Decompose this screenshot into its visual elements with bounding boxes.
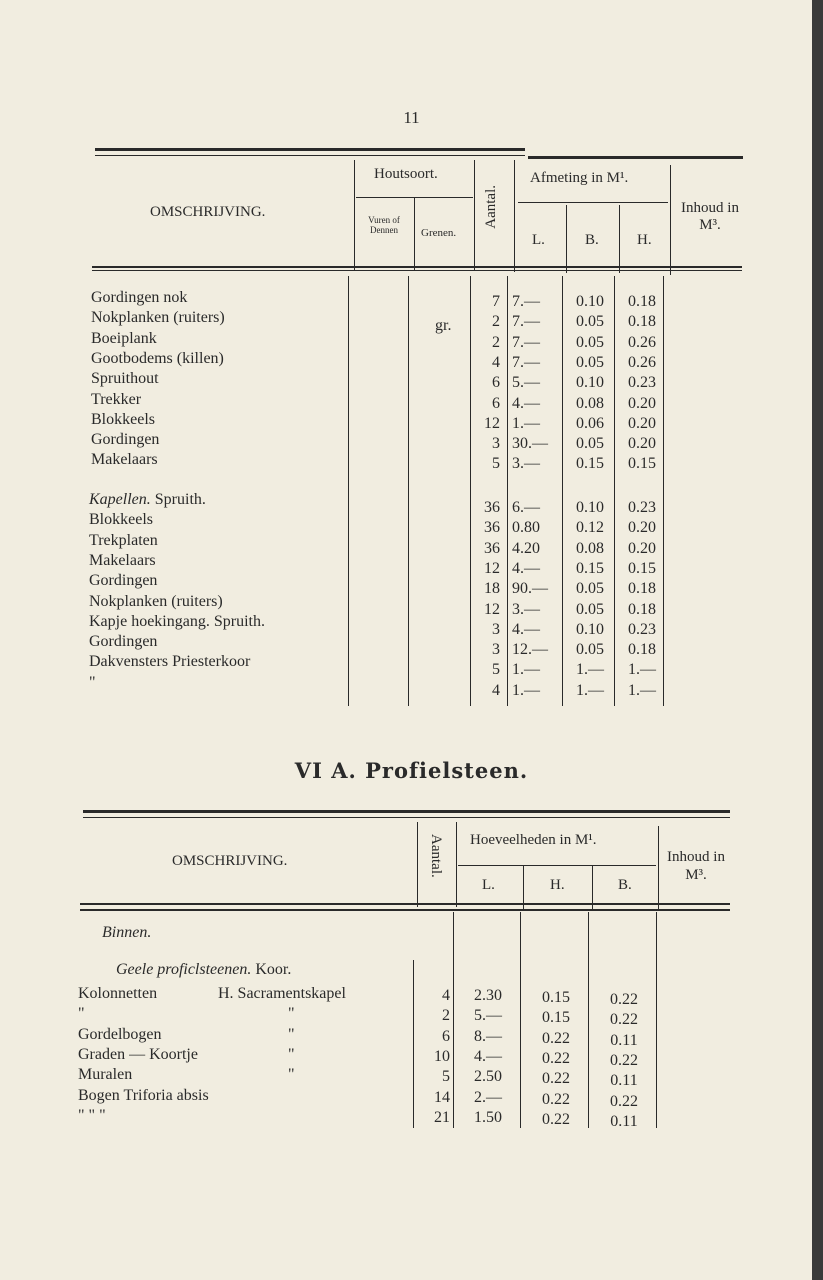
table1-row-height: 0.20 bbox=[628, 519, 656, 537]
table1-top-thin-rule bbox=[95, 155, 525, 156]
table1-row-height: 0.18 bbox=[628, 313, 656, 331]
table1-row-desc: Gordingen bbox=[89, 572, 158, 590]
table1-row-desc: Gordingen nok bbox=[91, 289, 188, 306]
table1-row-length: 3.— bbox=[512, 455, 540, 473]
table1-row-breadth: 0.15 bbox=[576, 455, 604, 473]
table2-header-aantal: Aantal. bbox=[428, 834, 444, 878]
table2-row-length: 5.— bbox=[474, 1007, 502, 1025]
table1-top-rule-right bbox=[528, 156, 743, 159]
table1-kapellen-heading-group bbox=[89, 490, 206, 510]
table2-header-divider bbox=[658, 826, 659, 911]
table2-binnen: Binnen. bbox=[102, 924, 152, 941]
table2-row-height: 0.15 bbox=[542, 989, 570, 1006]
table1-row-desc: Makelaars bbox=[89, 551, 156, 569]
table1-row-desc: Blokkeels bbox=[89, 511, 153, 529]
table1-row-length: 3.— bbox=[512, 600, 540, 618]
table1-row-desc: " bbox=[89, 673, 96, 691]
table2-header-divider bbox=[456, 822, 457, 907]
table1-row-desc: Kapje hoekingang. Spruith. bbox=[89, 612, 265, 630]
table1-grenen-mark: gr. bbox=[435, 317, 452, 334]
table2-row-breadth: 0.22 bbox=[610, 1011, 638, 1029]
table1-row-aantal: 36 bbox=[484, 539, 500, 557]
table2-row-desc: Kolonnetten bbox=[78, 985, 158, 1002]
table1-row-aantal: 18 bbox=[484, 580, 500, 598]
table1-row-breadth: 0.05 bbox=[576, 580, 604, 598]
table2-row-location: H. Sacramentskapel bbox=[218, 985, 346, 1002]
table1-row-length: 4.— bbox=[512, 394, 540, 412]
table1-row-aantal: 4 bbox=[492, 681, 500, 699]
table1-row-aantal: 6 bbox=[492, 394, 500, 412]
table1-row-height: 0.20 bbox=[628, 394, 656, 412]
table1-row-desc: Spruithout bbox=[91, 370, 159, 388]
table2-row-location: " bbox=[288, 1005, 295, 1023]
table1-header-h: H. bbox=[637, 232, 652, 248]
table1-row-aantal: 5 bbox=[492, 455, 500, 473]
table1-row-length: 7.— bbox=[512, 293, 540, 310]
table2-top-thin-rule bbox=[83, 817, 730, 818]
table2-row-aantal: 6 bbox=[442, 1027, 450, 1045]
table1-row-length: 0.80 bbox=[512, 519, 540, 537]
table1-row-aantal: 3 bbox=[492, 641, 500, 659]
table1-row-height: 0.23 bbox=[628, 499, 656, 516]
table2-row-location: " bbox=[288, 1045, 295, 1063]
table1-row-desc: Gordingen bbox=[89, 633, 158, 651]
table1-header-houtsoort: Houtsoort. bbox=[374, 166, 438, 182]
table1-row-aantal: 36 bbox=[484, 519, 500, 537]
table2-row-breadth: 0.22 bbox=[610, 991, 638, 1008]
table1-row-height: 0.18 bbox=[628, 580, 656, 598]
table1-row-breadth: 0.10 bbox=[576, 620, 604, 638]
table2-header-hoeveelheden: Hoeveelheden in M¹. bbox=[470, 832, 597, 848]
table1-header-aantal: Aantal. bbox=[483, 185, 499, 229]
table1-row-breadth: 0.10 bbox=[576, 293, 604, 310]
table1-row-desc: Trekplaten bbox=[89, 531, 158, 549]
table2-geele-heading: Geele proficlsteenen. bbox=[116, 961, 252, 978]
table1-row-aantal: 4 bbox=[492, 353, 500, 371]
table1-column-divider bbox=[614, 276, 615, 706]
table2-row-length: 4.— bbox=[474, 1047, 502, 1065]
table2-row-aantal: 4 bbox=[442, 987, 450, 1004]
table1-header-divider bbox=[514, 160, 515, 272]
table2-row-aantal: 5 bbox=[442, 1068, 450, 1086]
table1-row-desc: Nokplanken (ruiters) bbox=[89, 592, 223, 610]
table2-row-breadth: 0.11 bbox=[610, 1072, 638, 1090]
table2-header-inhoud: Inhoud in M³. bbox=[667, 849, 725, 883]
table1-header-bottom-thin bbox=[92, 270, 742, 271]
table2-row-breadth: 0.11 bbox=[610, 1031, 638, 1049]
table2-header-b: B. bbox=[618, 877, 632, 893]
table1-header-afmeting: Afmeting in M¹. bbox=[530, 170, 629, 186]
table1-header-omschrijving: OMSCHRIJVING. bbox=[150, 204, 266, 220]
table2-header-bottom-rule2 bbox=[80, 909, 730, 911]
table1-row-desc: Boeiplank bbox=[91, 329, 157, 347]
table1-row-breadth: 0.15 bbox=[576, 559, 604, 577]
table2-row-length: 2.— bbox=[474, 1088, 502, 1106]
table1-row-height: 0.23 bbox=[628, 374, 656, 392]
table2-row-breadth: 0.22 bbox=[610, 1051, 638, 1069]
table2-row-aantal: 14 bbox=[434, 1088, 450, 1106]
table2-row-desc: Gordelbogen bbox=[78, 1025, 162, 1043]
table1-row-breadth: 0.06 bbox=[576, 414, 604, 432]
table1-row-height: 0.18 bbox=[628, 600, 656, 618]
table1-houtsoort-rule bbox=[356, 197, 473, 198]
table1-row-breadth: 0.05 bbox=[576, 435, 604, 453]
table1-header-divider bbox=[474, 160, 475, 270]
table1-row-aantal: 6 bbox=[492, 374, 500, 392]
table2-column-divider bbox=[656, 912, 657, 1128]
table1-row-desc: Gootbodems (killen) bbox=[91, 349, 224, 367]
table1-row-length: 6.— bbox=[512, 499, 540, 516]
table1-header-divider bbox=[619, 205, 620, 273]
table1-row-length: 7.— bbox=[512, 353, 540, 371]
table2-header-divider bbox=[417, 822, 418, 907]
table1-header-divider bbox=[354, 160, 355, 270]
table1-row-aantal: 12 bbox=[484, 600, 500, 618]
table1-row-breadth: 0.08 bbox=[576, 539, 604, 557]
table2-row-aantal: 21 bbox=[434, 1108, 450, 1126]
table2-top-rule bbox=[83, 810, 730, 813]
table2-row-location: " bbox=[288, 1066, 295, 1084]
table2-row-height: 0.22 bbox=[542, 1090, 570, 1108]
table1-row-height: 1.— bbox=[628, 681, 656, 699]
table2-row-height: 0.22 bbox=[542, 1029, 570, 1047]
table1-header-inhoud: Inhoud in M³. bbox=[681, 200, 739, 233]
table1-row-height: 0.23 bbox=[628, 620, 656, 638]
table2-header-bottom-rule bbox=[80, 903, 730, 905]
table1-row-desc: Dakvensters Priesterkoor bbox=[89, 653, 251, 671]
table1-kapellen-heading: Kapellen. bbox=[89, 491, 151, 508]
table1-row-height: 0.18 bbox=[628, 641, 656, 659]
table1-row-breadth: 0.10 bbox=[576, 374, 604, 392]
table1-row-desc: Trekker bbox=[91, 390, 142, 408]
table1-row-height: 0.20 bbox=[628, 435, 656, 453]
table1-row-height: 0.15 bbox=[628, 455, 656, 473]
table1-row-aantal: 5 bbox=[492, 661, 500, 679]
table1-row-length: 7.— bbox=[512, 333, 540, 351]
table1-header-b: B. bbox=[585, 232, 599, 248]
table2-row-breadth: 0.22 bbox=[610, 1092, 638, 1110]
table1-header-divider bbox=[414, 198, 415, 270]
table1-kapellen-heading-rest: Spruith. bbox=[154, 491, 206, 508]
table1-row-length: 7.— bbox=[512, 313, 540, 331]
table1-row-height: 0.20 bbox=[628, 539, 656, 557]
table1-top-rule-left bbox=[95, 148, 525, 151]
table1-row-desc: Makelaars bbox=[91, 451, 158, 469]
table1-header-grenen: Grenen. bbox=[421, 227, 457, 239]
table2-header-h: H. bbox=[550, 877, 565, 893]
table1-header-divider bbox=[670, 165, 671, 275]
table2-column-divider bbox=[588, 912, 589, 1128]
table1-row-breadth: 0.05 bbox=[576, 313, 604, 331]
table1-row-length: 4.— bbox=[512, 559, 540, 577]
table1-row-aantal: 7 bbox=[492, 293, 500, 310]
table2-row-length: 8.— bbox=[474, 1027, 502, 1045]
table2-geele-heading-group bbox=[116, 960, 291, 980]
table1-row-breadth: 0.05 bbox=[576, 600, 604, 618]
table1-row-length: 1.— bbox=[512, 414, 540, 432]
table2-row-aantal: 2 bbox=[442, 1007, 450, 1025]
table1-column-divider bbox=[562, 276, 563, 706]
table1-row-breadth: 1.— bbox=[576, 681, 604, 699]
table2-row-desc: Bogen Triforia absis bbox=[78, 1086, 209, 1104]
table1-column-divider bbox=[408, 276, 409, 706]
table1-row-aantal: 3 bbox=[492, 435, 500, 453]
table2-row-desc: " " " bbox=[78, 1106, 106, 1124]
table2-hoeveelheden-rule bbox=[458, 865, 656, 866]
table1-row-length: 4.— bbox=[512, 620, 540, 638]
table1-row-height: 0.26 bbox=[628, 333, 656, 351]
table1-row-breadth: 0.05 bbox=[576, 641, 604, 659]
table2-row-height: 0.22 bbox=[542, 1049, 570, 1067]
table1-row-breadth: 0.05 bbox=[576, 353, 604, 371]
table2-row-height: 0.22 bbox=[542, 1110, 570, 1128]
table2-row-length: 1.50 bbox=[474, 1108, 502, 1126]
table1-row-length: 1.— bbox=[512, 661, 540, 679]
table2-row-height: 0.22 bbox=[542, 1070, 570, 1088]
table1-row-desc: Gordingen bbox=[91, 431, 160, 449]
table1-column-divider bbox=[507, 276, 508, 706]
table1-row-aantal: 3 bbox=[492, 620, 500, 638]
table1-row-height: 1.— bbox=[628, 661, 656, 679]
table1-header-vuren: Vuren of Dennen bbox=[368, 215, 400, 235]
table1-row-length: 30.— bbox=[512, 435, 548, 453]
table1-header-l: L. bbox=[532, 232, 545, 248]
table1-header-bottom-rule bbox=[92, 266, 742, 268]
table2-geele-heading-rest: Koor. bbox=[255, 961, 292, 978]
table1-header-divider bbox=[566, 205, 567, 273]
table1-row-breadth: 0.08 bbox=[576, 394, 604, 412]
table1-row-aantal: 12 bbox=[484, 559, 500, 577]
table2-row-length: 2.30 bbox=[474, 987, 502, 1004]
section-title: VI A. Profielsteen. bbox=[294, 758, 529, 783]
table1-row-height: 0.20 bbox=[628, 414, 656, 432]
table1-row-length: 1.— bbox=[512, 681, 540, 699]
table2-row-aantal: 10 bbox=[434, 1047, 450, 1065]
table1-row-length: 90.— bbox=[512, 580, 548, 598]
page-number: 11 bbox=[403, 108, 420, 127]
table1-row-breadth: 0.12 bbox=[576, 519, 604, 537]
table1-row-height: 0.18 bbox=[628, 293, 656, 310]
table1-row-desc: Blokkeels bbox=[91, 410, 155, 428]
table1-row-height: 0.15 bbox=[628, 559, 656, 577]
table1-row-length: 4.20 bbox=[512, 539, 540, 557]
table1-row-desc: Nokplanken (ruiters) bbox=[91, 309, 225, 327]
table1-row-aantal: 12 bbox=[484, 414, 500, 432]
table1-row-length: 5.— bbox=[512, 374, 540, 392]
table2-row-breadth: 0.11 bbox=[610, 1112, 638, 1130]
table2-column-divider bbox=[520, 912, 521, 1128]
table1-row-breadth: 1.— bbox=[576, 661, 604, 679]
table2-header-l: L. bbox=[482, 877, 495, 893]
table2-row-location: " bbox=[288, 1025, 295, 1043]
table1-row-length: 12.— bbox=[512, 641, 548, 659]
table2-header-omschrijving: OMSCHRIJVING. bbox=[172, 853, 288, 869]
table1-row-breadth: 0.10 bbox=[576, 499, 604, 516]
table1-row-aantal: 2 bbox=[492, 313, 500, 331]
table1-row-aantal: 36 bbox=[484, 499, 500, 516]
table2-row-desc: Muralen bbox=[78, 1066, 133, 1084]
table1-row-aantal: 2 bbox=[492, 333, 500, 351]
table1-row-height: 0.26 bbox=[628, 353, 656, 371]
table2-row-desc: Graden — Koortje bbox=[78, 1045, 198, 1063]
table2-row-height: 0.15 bbox=[542, 1009, 570, 1027]
table2-row-desc: " bbox=[78, 1005, 85, 1023]
table1-afmeting-rule bbox=[518, 202, 668, 203]
table2-row-length: 2.50 bbox=[474, 1068, 502, 1086]
table1-row-breadth: 0.05 bbox=[576, 333, 604, 351]
page-edge-shadow bbox=[812, 0, 823, 1280]
